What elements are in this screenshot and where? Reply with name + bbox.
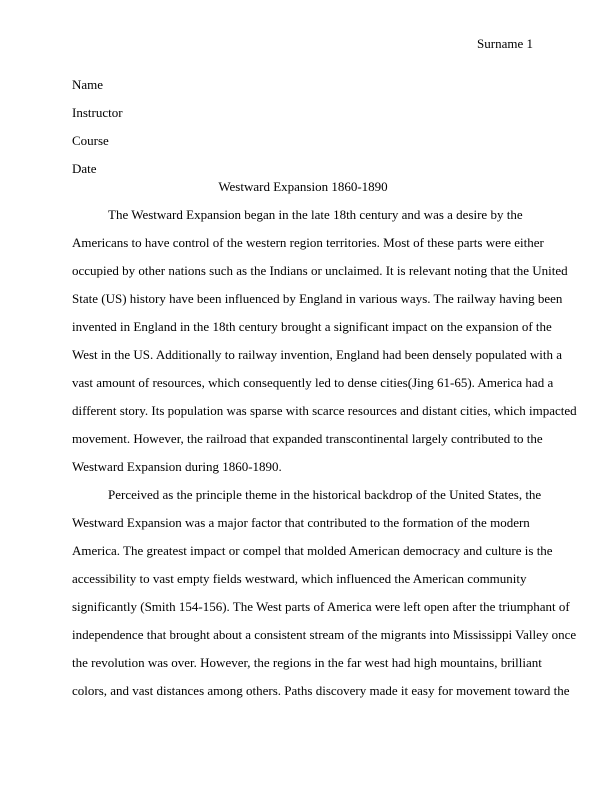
paragraph-line: significantly (Smith 154-156). The West parts of America were left open after the triumphant of [72,599,570,614]
paragraph-line: America. The greatest impact or compel that molded American democracy and culture is the [72,543,553,558]
paragraph-line: colors, and vast distances among others. Paths discovery made it easy for movement toward the [72,683,570,698]
student-name: Name [72,77,104,92]
paragraph [72,207,577,487]
paragraph-line: movement. However, the railroad that expanded transcontinental largely contributed to the [72,431,543,446]
document-body [72,207,577,711]
date: Date [72,161,97,176]
running-head: Surname 1 [477,36,533,51]
course-name: Course [72,133,109,148]
instructor-name: Instructor [72,105,123,120]
paragraph-line: invented in England in the 18th century brought a significant impact on the expansion of the [72,319,552,334]
paragraph-line: occupied by other nations such as the Indians or unclaimed. It is relevant noting that the United [72,263,568,278]
paragraph-line: different story. Its population was sparse with scarce resources and distant cities, which impacted [72,403,577,418]
paragraph-line: Westward Expansion during 1860-1890. [72,459,282,474]
paragraph-line: The Westward Expansion began in the late 18th century and was a desire by the [108,207,523,222]
paragraph-line: West in the US. Additionally to railway invention, England had been densely populated with a [72,347,562,362]
paragraph [72,487,577,711]
paragraph-line: Westward Expansion was a major factor that contributed to the formation of the modern [72,515,530,530]
paragraph-line: Americans to have control of the western region territories. Most of these parts were either [72,235,544,250]
heading-block [72,71,534,183]
paragraph-line: vast amount of resources, which consequently led to dense cities(Jing 61-65). America had a [72,375,554,390]
paragraph-line: the revolution was over. However, the regions in the far west had high mountains, brilliant [72,655,542,670]
paragraph-line: accessibility to vast empty fields westward, which influenced the American community [72,571,527,586]
paragraph-line: independence that brought about a consistent stream of the migrants into Mississippi Valley once [72,627,577,642]
paragraph-line: Perceived as the principle theme in the historical backdrop of the United States, the [108,487,542,502]
paragraph-line: State (US) history have been influenced by England in various ways. The railway having been [72,291,563,306]
document-title: Westward Expansion 1860-1890 [218,179,388,194]
